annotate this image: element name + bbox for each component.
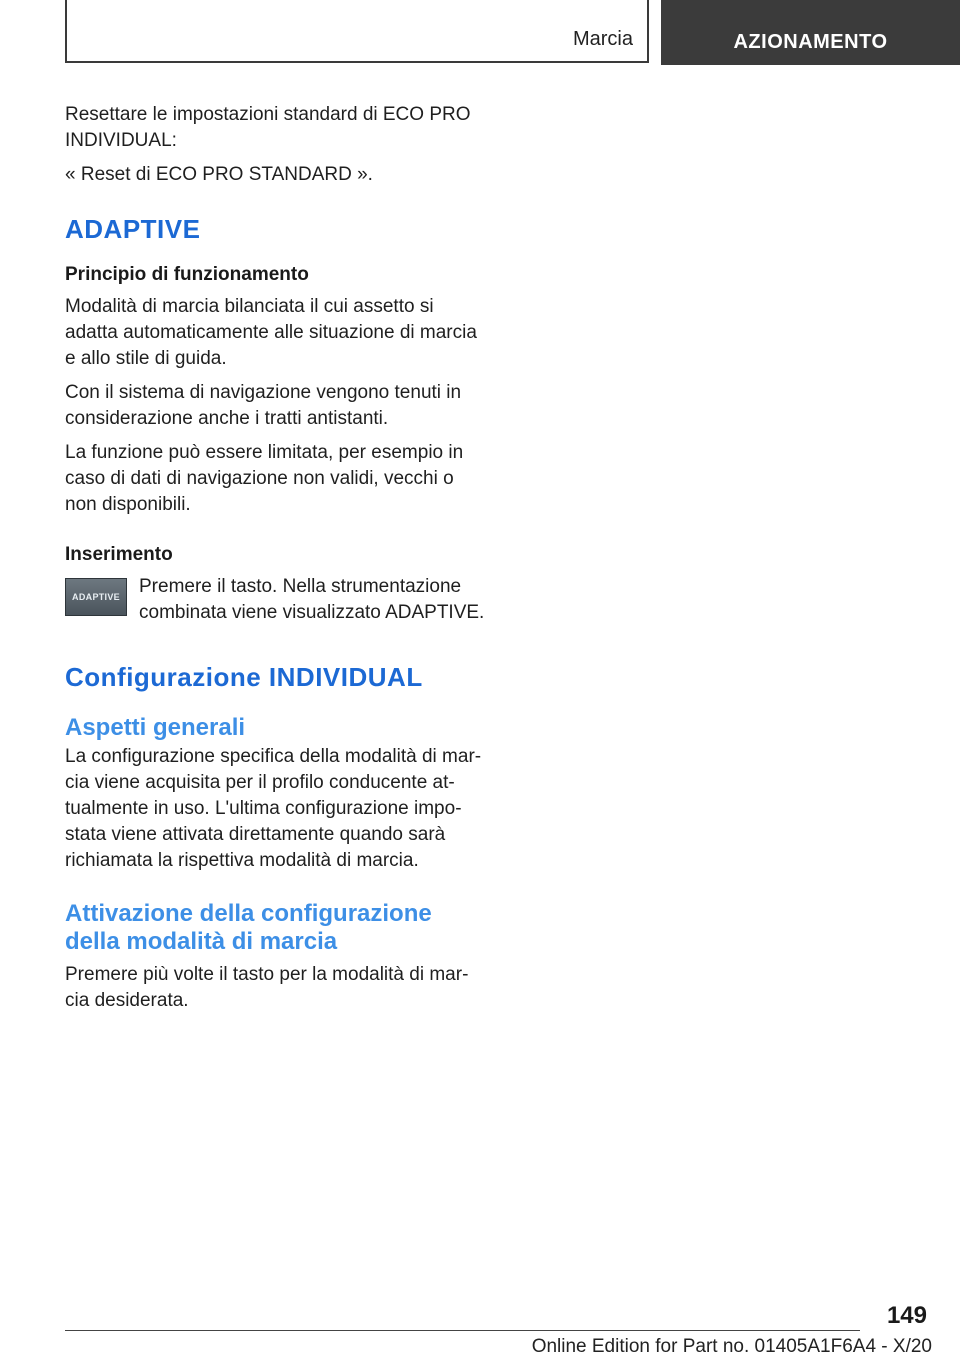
general-heading: Aspetti generali [65, 714, 246, 741]
insert-instruction-block [65, 574, 485, 634]
main-content-column [65, 102, 485, 1014]
activation-paragraph: Premere più volte il tasto per la modalità di marcia desiderata. [65, 964, 469, 1011]
header-chapter-tab [661, 0, 960, 65]
intro-reset-instruction: « Reset di ECO PRO STANDARD ». [65, 164, 373, 185]
page-number: 149 [886, 1302, 927, 1329]
individual-heading: Configurazione INDIVIDUAL [65, 662, 423, 692]
adaptive-heading: ADAPTIVE [65, 214, 201, 244]
insert-heading: Inserimento [65, 544, 173, 565]
adaptive-button-label: ADAPTIVE [72, 592, 120, 602]
header-section-box [65, 0, 649, 63]
insert-instruction-text: Premere il tasto. Nella strumentazione combinata viene visualizzato ADAPTIVE. [139, 576, 485, 623]
adaptive-paragraph-1: Modalità di marcia bilanciata il cui assetto si adatta automaticamente alle situazione di marcia e allo stile di guida. [65, 296, 477, 369]
principle-heading: Principio di funzionamento [65, 264, 309, 285]
adaptive-button-icon [65, 578, 127, 616]
adaptive-paragraph-2: Con il sistema di navigazione vengono tenuti in considerazione anche i tratti antistanti. [65, 382, 462, 429]
general-paragraph: La configurazione specifica della modalità di marcia viene acquisita per il profilo conducente attualmente in uso. L'ultima configurazione impostata viene attivata direttamente quando sarà richiamata la rispettiva modalità di marcia. [65, 746, 482, 871]
adaptive-paragraph-3: La funzione può essere limitata, per esempio in caso di dati di navigazione non validi, vecchi o non disponibili. [65, 442, 464, 515]
footer-divider [65, 1330, 860, 1331]
footer-edition-text: Online Edition for Part no. 01405A1F6A4 - X/20 [531, 1336, 932, 1357]
header-chapter-title: AZIONAMENTO [733, 31, 888, 53]
activation-heading: Attivazione della configurazione della modalità di marcia [65, 900, 432, 955]
header-section-title: Marcia [572, 28, 633, 50]
intro-paragraph: Resettare le impostazioni standard di ECO PRO INDIVIDUAL: [65, 104, 471, 151]
